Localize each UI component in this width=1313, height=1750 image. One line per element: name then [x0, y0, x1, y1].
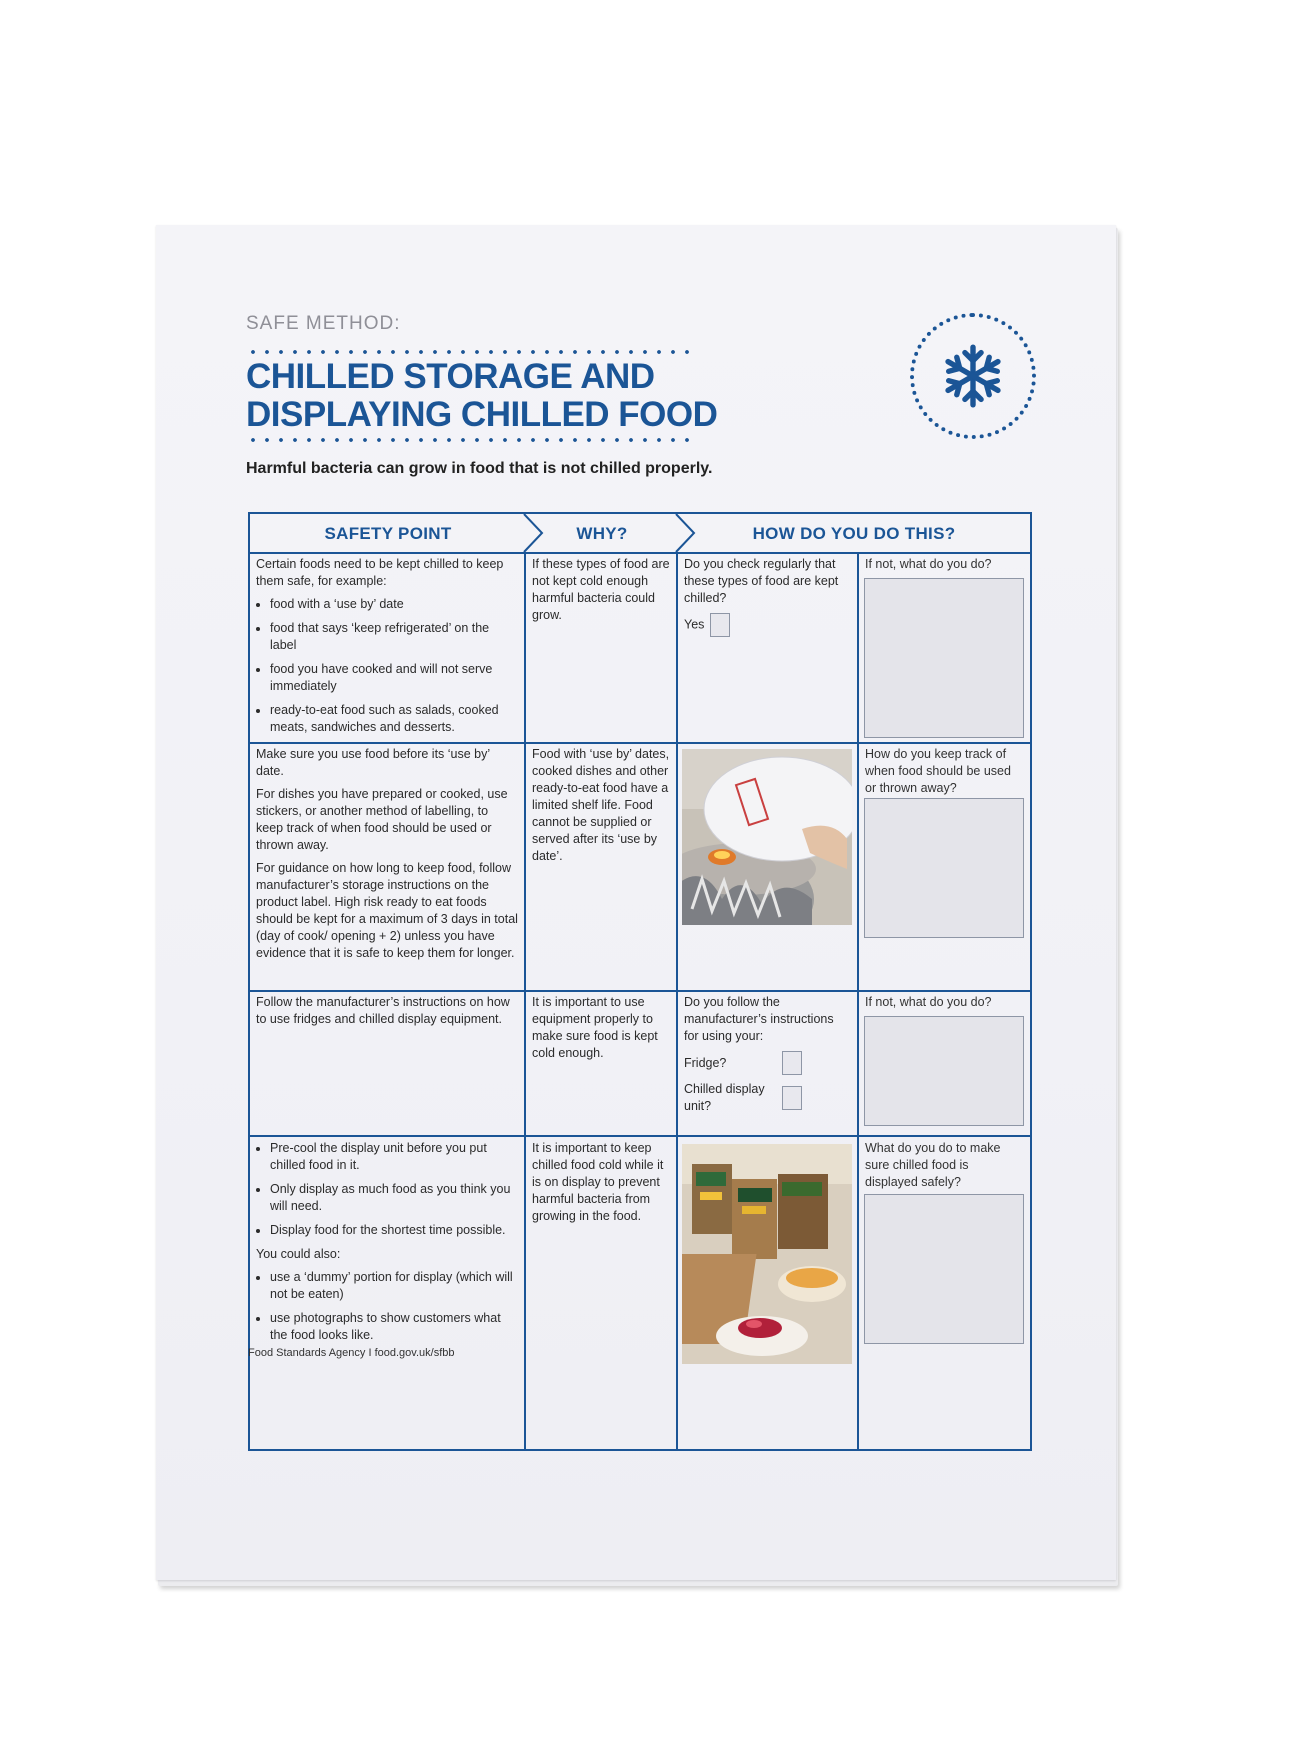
- intro-text: Harmful bacteria can grow in food that is not chilled properly.: [246, 460, 713, 477]
- row2-safety-cell: [250, 746, 524, 968]
- row4-why-cell: [526, 1140, 676, 1231]
- page-footer: Food Standards Agency I food.gov.uk/sfbb: [248, 1347, 455, 1359]
- row3-safety-text: Follow the manufacturer’s instructions on how to use fridges and chilled display equipment.: [256, 995, 510, 1026]
- title-line-2: DISPLAYING CHILLED FOOD: [246, 395, 718, 434]
- row3-answer-prompt: If not, what do you do?: [865, 995, 992, 1009]
- row2-why-text: Food with ‘use by’ dates, cooked dishes and other ready-to-eat food have a limited shelf life. Food cannot be supplied or served after its ‘use by date’.: [532, 747, 670, 863]
- row1-answer-prompt: If not, what do you do?: [865, 557, 992, 571]
- row2-why-cell: [526, 746, 676, 871]
- title-line-1: CHILLED STORAGE AND: [246, 357, 655, 396]
- row4-why-text: It is important to keep chilled food cold while it is on display to prevent harmful bacteria from growing in the food.: [532, 1141, 664, 1223]
- list-item: • Only display as much food as you think you will need.: [270, 1181, 518, 1215]
- safety-table: [248, 512, 1032, 1451]
- row1-yes-option: [684, 613, 851, 637]
- header-chevrons: [250, 514, 1030, 554]
- list-item: • ready-to-eat food such as salads, cooked meats, sandwiches and desserts.: [270, 702, 518, 736]
- column-header-safety-point: SAFETY POINT: [324, 524, 452, 543]
- display-unit-label: Chilled display unit?: [684, 1082, 765, 1113]
- fridge-option: [684, 1051, 851, 1075]
- column-header-why: WHY?: [576, 524, 628, 543]
- list-item: • food you have cooked and will not serve immediately: [270, 661, 518, 695]
- section-kicker: SAFE METHOD:: [246, 313, 401, 334]
- row4-answer-prompt: What do you do to make sure chilled food is displayed safely?: [865, 1141, 1001, 1189]
- row4-answer-box[interactable]: [864, 1194, 1024, 1344]
- list-item: • food with a ‘use by’ date: [270, 596, 518, 613]
- row1-answer-box[interactable]: [864, 578, 1024, 738]
- list-item: • use photographs to show customers what the food looks like.: [270, 1310, 518, 1344]
- display-unit-checkbox[interactable]: [782, 1086, 802, 1110]
- row2-answer-box[interactable]: [864, 798, 1024, 938]
- snowflake-emblem: [910, 313, 1036, 439]
- row3-why-text: It is important to use equipment properly to make sure food is kept cold enough.: [532, 995, 658, 1060]
- fridge-checkbox[interactable]: [782, 1051, 802, 1075]
- row-divider-2: [250, 990, 1030, 992]
- use-by-label-photo: [682, 749, 852, 925]
- row2-paragraph-1: Make sure you use food before its ‘use by’ date.: [256, 747, 490, 778]
- row1-safety-list: [256, 596, 518, 736]
- row4-also-list: [256, 1269, 518, 1344]
- row4-also-label: You could also:: [256, 1247, 341, 1261]
- header-divider: [250, 552, 1030, 554]
- row1-safety-intro: Certain foods need to be kept chilled to keep them safe, for example:: [256, 557, 504, 588]
- list-item: • Display food for the shortest time possible.: [270, 1222, 518, 1239]
- row1-question-cell: [678, 556, 857, 637]
- row3-question: Do you follow the manufacturer’s instructions for using your:: [684, 995, 834, 1043]
- list-item: • Pre-cool the display unit before you put chilled food in it.: [270, 1140, 518, 1174]
- row2-answer-prompt: How do you keep track of when food should be used or thrown away?: [865, 747, 1011, 795]
- row2-paragraph-3: For guidance on how long to keep food, follow manufacturer’s storage instructions on the product label. High risk ready to eat foods should be kept for a maximum of 3 days in total (day of cook/ opening + 2) unless you have evidence that it is safe to keep them for longer.: [256, 861, 518, 960]
- row-divider-3: [250, 1135, 1030, 1137]
- row3-answer-box[interactable]: [864, 1016, 1024, 1126]
- row3-why-cell: [526, 994, 676, 1068]
- dotted-rule-top: [246, 349, 696, 355]
- row4-safety-list: [256, 1140, 518, 1239]
- row1-safety-cell: [250, 556, 524, 743]
- row3-question-cell: [678, 994, 857, 1115]
- row1-question: Do you check regularly that these types of food are kept chilled?: [684, 557, 839, 605]
- row4-safety-cell: [250, 1140, 524, 1351]
- yes-label: Yes: [684, 617, 705, 632]
- yes-checkbox[interactable]: [710, 613, 730, 637]
- fridge-label: Fridge?: [684, 1055, 727, 1070]
- page-title: [246, 358, 766, 434]
- document-page: [156, 225, 1116, 1580]
- row3-safety-cell: [250, 994, 524, 1034]
- column-header-how: HOW DO YOU DO THIS?: [752, 524, 956, 543]
- list-item: • food that says ‘keep refrigerated’ on the label: [270, 620, 518, 654]
- row1-why-cell: [526, 556, 676, 630]
- list-item: • use a ‘dummy’ portion for display (which will not be eaten): [270, 1269, 518, 1303]
- row2-paragraph-2: For dishes you have prepared or cooked, use stickers, or another method of labelling, to keep track of when food should be used or thrown away.: [256, 787, 508, 852]
- chilled-display-photo: [682, 1144, 852, 1364]
- snowflake-icon: [937, 340, 1009, 412]
- dotted-rule-bottom: [246, 437, 696, 443]
- row1-why-text: If these types of food are not kept cold enough harmful bacteria could grow.: [532, 557, 670, 622]
- display-unit-option: [684, 1081, 851, 1115]
